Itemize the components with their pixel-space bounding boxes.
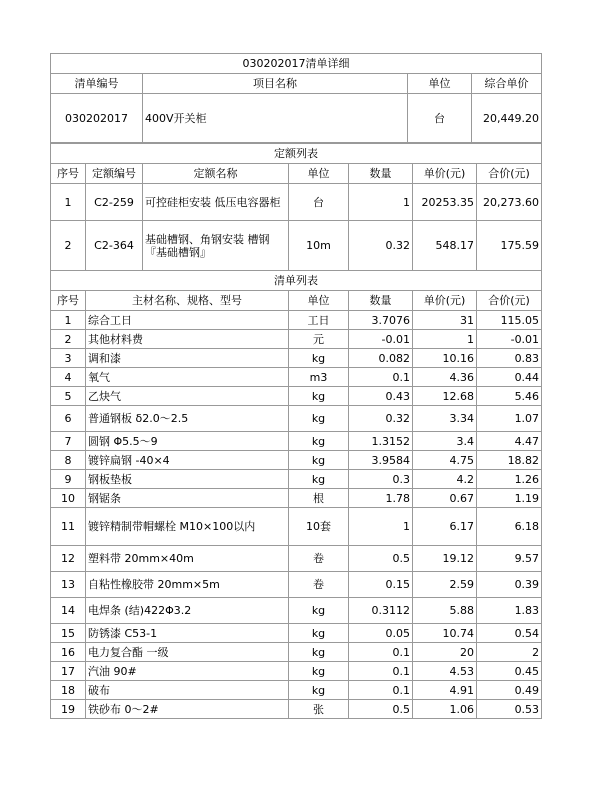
material-no: 8 — [51, 451, 86, 470]
material-total: 18.82 — [477, 451, 542, 470]
material-price: 4.53 — [413, 662, 477, 681]
material-name: 普通钢板 δ2.0～2.5 — [86, 406, 289, 432]
material-row — [51, 470, 542, 489]
material-price: 2.59 — [413, 572, 477, 598]
header-bill-code: 清单编号 — [51, 74, 143, 94]
material-unit: kg — [289, 406, 349, 432]
material-row — [51, 681, 542, 700]
material-qty: 1 — [349, 508, 413, 546]
materials-section-title: 清单列表 — [51, 271, 542, 291]
material-total: 2 — [477, 643, 542, 662]
quota-header-price: 单价(元) — [413, 164, 477, 184]
material-total: -0.01 — [477, 330, 542, 349]
material-total: 1.19 — [477, 489, 542, 508]
material-qty: 0.5 — [349, 700, 413, 719]
material-qty: 1.78 — [349, 489, 413, 508]
material-no: 5 — [51, 387, 86, 406]
quota-code: C2-259 — [86, 184, 143, 221]
material-total: 115.05 — [477, 311, 542, 330]
material-name: 电焊条 (结)422Φ3.2 — [86, 598, 289, 624]
material-name: 防锈漆 C53-1 — [86, 624, 289, 643]
material-row — [51, 451, 542, 470]
material-unit: 张 — [289, 700, 349, 719]
material-price: 3.4 — [413, 432, 477, 451]
material-no: 12 — [51, 546, 86, 572]
quota-qty: 0.32 — [349, 221, 413, 271]
material-unit: 工日 — [289, 311, 349, 330]
material-price: 19.12 — [413, 546, 477, 572]
material-qty: -0.01 — [349, 330, 413, 349]
materials-header-qty: 数量 — [349, 291, 413, 311]
material-qty: 3.9584 — [349, 451, 413, 470]
material-name: 乙炔气 — [86, 387, 289, 406]
material-qty: 0.32 — [349, 406, 413, 432]
material-row — [51, 349, 542, 368]
material-qty: 0.5 — [349, 546, 413, 572]
material-no: 4 — [51, 368, 86, 387]
header-unit-price: 综合单价 — [472, 74, 542, 94]
material-qty: 0.1 — [349, 643, 413, 662]
material-row — [51, 489, 542, 508]
quota-header-total: 合价(元) — [477, 164, 542, 184]
material-price: 5.88 — [413, 598, 477, 624]
material-total: 5.46 — [477, 387, 542, 406]
material-row — [51, 598, 542, 624]
material-total: 0.49 — [477, 681, 542, 700]
material-total: 0.83 — [477, 349, 542, 368]
quota-row — [51, 221, 542, 271]
quota-table — [50, 143, 542, 271]
material-no: 11 — [51, 508, 86, 546]
material-total: 0.53 — [477, 700, 542, 719]
material-name: 其他材料费 — [86, 330, 289, 349]
material-qty: 0.15 — [349, 572, 413, 598]
material-unit: 根 — [289, 489, 349, 508]
material-total: 1.83 — [477, 598, 542, 624]
bill-code: 030202017 — [51, 94, 143, 143]
quota-price: 20253.35 — [413, 184, 477, 221]
materials-header-total: 合价(元) — [477, 291, 542, 311]
quota-unit: 台 — [289, 184, 349, 221]
quota-header-unit: 单位 — [289, 164, 349, 184]
material-row — [51, 406, 542, 432]
quota-header-qty: 数量 — [349, 164, 413, 184]
material-qty: 0.3 — [349, 470, 413, 489]
material-row — [51, 311, 542, 330]
material-no: 1 — [51, 311, 86, 330]
material-unit: 10套 — [289, 508, 349, 546]
material-name: 镀锌扁钢 -40×4 — [86, 451, 289, 470]
material-unit: m3 — [289, 368, 349, 387]
quota-price: 548.17 — [413, 221, 477, 271]
material-unit: kg — [289, 349, 349, 368]
quota-name: 基础槽钢、角钢安装 槽钢『基础槽钢』 — [143, 221, 289, 271]
material-no: 18 — [51, 681, 86, 700]
material-name: 综合工日 — [86, 311, 289, 330]
material-unit: kg — [289, 662, 349, 681]
material-price: 10.74 — [413, 624, 477, 643]
material-qty: 1.3152 — [349, 432, 413, 451]
material-unit: kg — [289, 643, 349, 662]
material-row — [51, 572, 542, 598]
quota-name: 可控硅柜安装 低压电容器柜 — [143, 184, 289, 221]
material-qty: 0.1 — [349, 662, 413, 681]
materials-header-price: 单价(元) — [413, 291, 477, 311]
material-unit: kg — [289, 470, 349, 489]
material-row — [51, 330, 542, 349]
material-no: 17 — [51, 662, 86, 681]
material-total: 9.57 — [477, 546, 542, 572]
material-row — [51, 387, 542, 406]
quota-row — [51, 184, 542, 221]
material-no: 2 — [51, 330, 86, 349]
material-price: 31 — [413, 311, 477, 330]
material-no: 13 — [51, 572, 86, 598]
quota-total: 20,273.60 — [477, 184, 542, 221]
material-price: 1 — [413, 330, 477, 349]
material-qty: 0.1 — [349, 368, 413, 387]
material-qty: 0.082 — [349, 349, 413, 368]
material-no: 7 — [51, 432, 86, 451]
material-price: 4.75 — [413, 451, 477, 470]
page-title: 030202017清单详细 — [51, 54, 542, 74]
material-qty: 0.3112 — [349, 598, 413, 624]
quota-header-name: 定额名称 — [143, 164, 289, 184]
quota-total: 175.59 — [477, 221, 542, 271]
material-unit: kg — [289, 387, 349, 406]
material-qty: 0.05 — [349, 624, 413, 643]
material-unit: kg — [289, 432, 349, 451]
material-total: 0.39 — [477, 572, 542, 598]
quota-qty: 1 — [349, 184, 413, 221]
material-qty: 3.7076 — [349, 311, 413, 330]
quota-header-no: 序号 — [51, 164, 86, 184]
material-name: 调和漆 — [86, 349, 289, 368]
material-unit: 卷 — [289, 546, 349, 572]
material-total: 4.47 — [477, 432, 542, 451]
material-total: 0.45 — [477, 662, 542, 681]
quota-no: 2 — [51, 221, 86, 271]
material-name: 破布 — [86, 681, 289, 700]
material-name: 自粘性橡胶带 20mm×5m — [86, 572, 289, 598]
material-no: 16 — [51, 643, 86, 662]
material-price: 6.17 — [413, 508, 477, 546]
material-total: 1.26 — [477, 470, 542, 489]
header-unit: 单位 — [408, 74, 472, 94]
bill-unit: 台 — [408, 94, 472, 143]
quota-section-title: 定额列表 — [51, 144, 542, 164]
material-row — [51, 508, 542, 546]
material-no: 6 — [51, 406, 86, 432]
material-name: 塑料带 20mm×40m — [86, 546, 289, 572]
material-name: 圆钢 Φ5.5～9 — [86, 432, 289, 451]
materials-header-name: 主材名称、规格、型号 — [86, 291, 289, 311]
material-qty: 0.43 — [349, 387, 413, 406]
material-name: 钢锯条 — [86, 489, 289, 508]
material-no: 15 — [51, 624, 86, 643]
quota-unit: 10m — [289, 221, 349, 271]
material-no: 9 — [51, 470, 86, 489]
material-row — [51, 643, 542, 662]
material-name: 钢板垫板 — [86, 470, 289, 489]
material-name: 汽油 90# — [86, 662, 289, 681]
material-total: 0.54 — [477, 624, 542, 643]
bill-price: 20,449.20 — [472, 94, 542, 143]
quota-no: 1 — [51, 184, 86, 221]
materials-table — [50, 270, 542, 719]
quota-code: C2-364 — [86, 221, 143, 271]
material-row — [51, 546, 542, 572]
material-row — [51, 432, 542, 451]
materials-header-unit: 单位 — [289, 291, 349, 311]
material-total: 1.07 — [477, 406, 542, 432]
material-total: 6.18 — [477, 508, 542, 546]
bill-summary-table — [50, 53, 542, 143]
material-price: 1.06 — [413, 700, 477, 719]
material-unit: 元 — [289, 330, 349, 349]
material-name: 电力复合酯 一级 — [86, 643, 289, 662]
material-unit: kg — [289, 681, 349, 700]
material-total: 0.44 — [477, 368, 542, 387]
material-unit: kg — [289, 598, 349, 624]
material-price: 12.68 — [413, 387, 477, 406]
material-price: 4.91 — [413, 681, 477, 700]
material-name: 镀锌精制带帽螺栓 M10×100以内 — [86, 508, 289, 546]
material-price: 0.67 — [413, 489, 477, 508]
material-price: 10.16 — [413, 349, 477, 368]
material-name: 铁砂布 0～2# — [86, 700, 289, 719]
material-qty: 0.1 — [349, 681, 413, 700]
material-no: 10 — [51, 489, 86, 508]
material-unit: kg — [289, 624, 349, 643]
material-no: 3 — [51, 349, 86, 368]
material-price: 20 — [413, 643, 477, 662]
material-unit: kg — [289, 451, 349, 470]
header-item-name: 项目名称 — [143, 74, 408, 94]
material-unit: 卷 — [289, 572, 349, 598]
bill-item-name: 400V开关柜 — [143, 94, 408, 143]
material-price: 4.36 — [413, 368, 477, 387]
material-row — [51, 368, 542, 387]
material-no: 19 — [51, 700, 86, 719]
material-no: 14 — [51, 598, 86, 624]
materials-header-no: 序号 — [51, 291, 86, 311]
quota-header-code: 定额编号 — [86, 164, 143, 184]
material-row — [51, 662, 542, 681]
material-name: 氧气 — [86, 368, 289, 387]
material-row — [51, 624, 542, 643]
material-price: 4.2 — [413, 470, 477, 489]
material-row — [51, 700, 542, 719]
material-price: 3.34 — [413, 406, 477, 432]
